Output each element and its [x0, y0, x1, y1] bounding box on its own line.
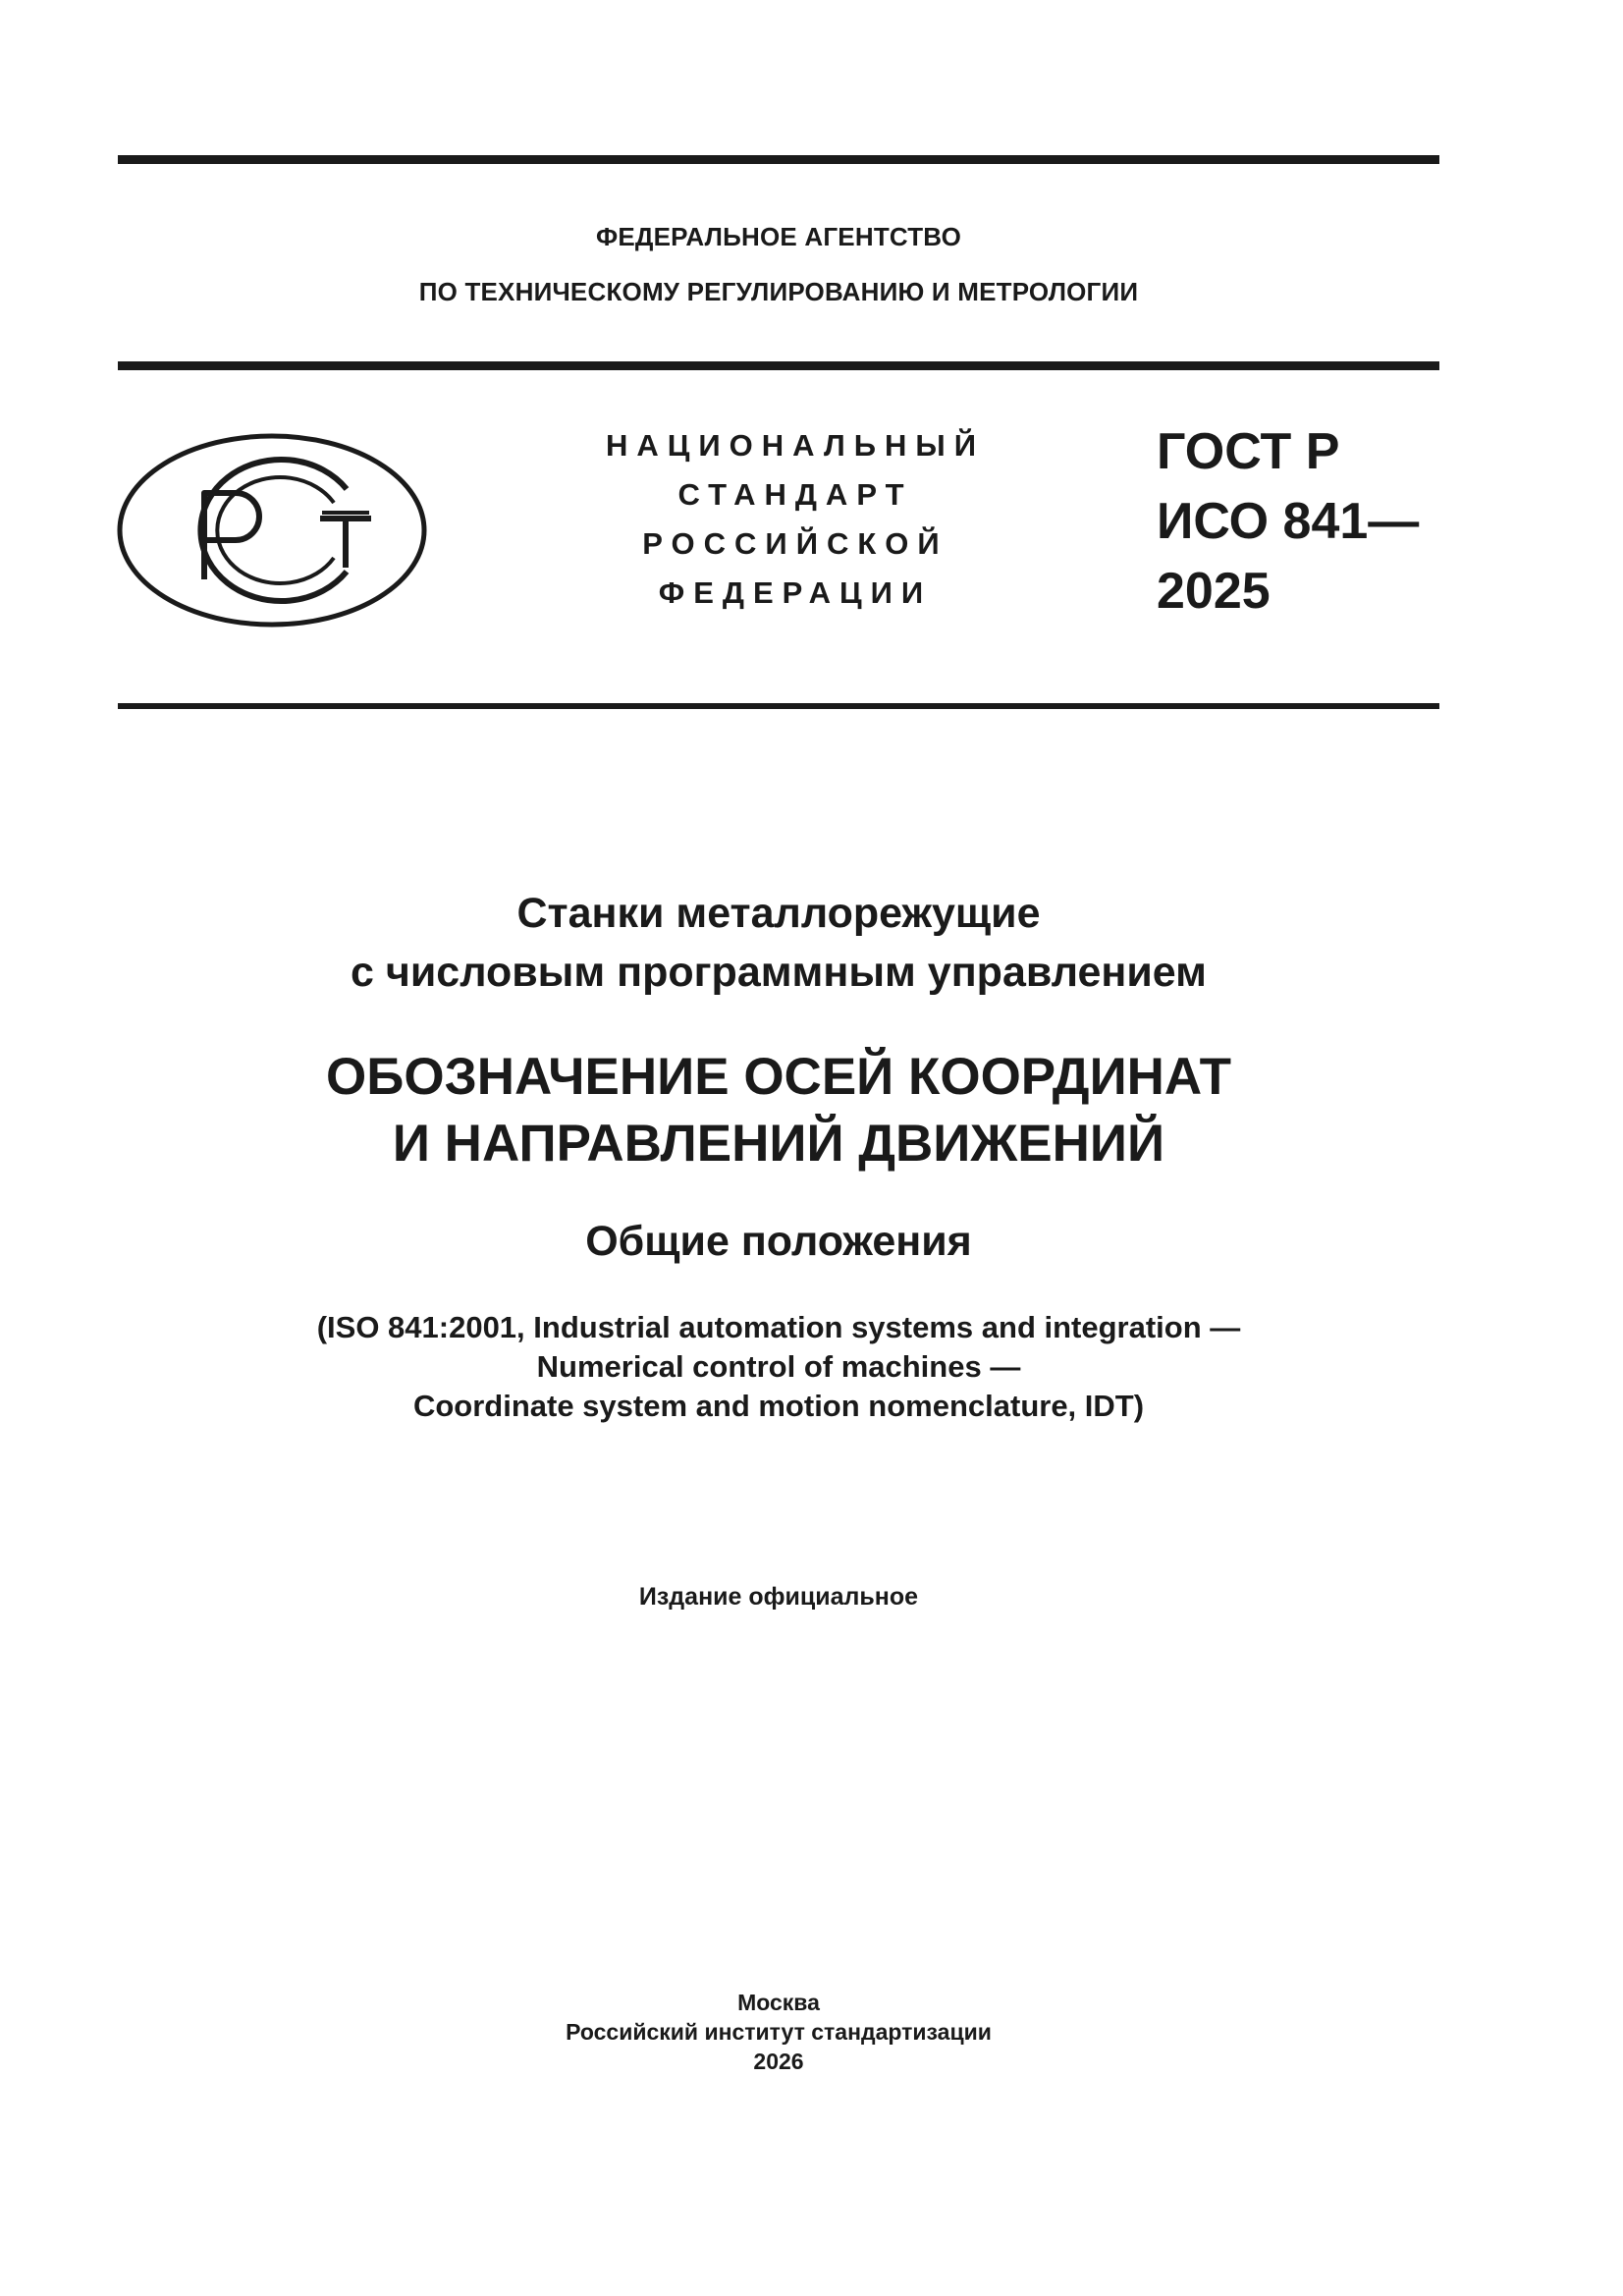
- title-subtitle-line2: с числовым программным управлением: [351, 949, 1207, 996]
- standard-designation-line3: 2025: [1157, 563, 1271, 620]
- title-subtitle-line1: Станки металлорежущие: [516, 890, 1041, 937]
- header-bottom-rule: [118, 361, 1439, 370]
- agency-name-line2: ПО ТЕХНИЧЕСКОМУ РЕГУЛИРОВАНИЮ И МЕТРОЛОГИИ: [418, 277, 1139, 306]
- standard-designation-line2: ИСО 841—: [1157, 493, 1420, 550]
- publisher-city: Москва: [737, 1990, 820, 2015]
- standard-type-line2: СТАНДАРТ: [677, 477, 913, 512]
- agency-name-line1: ФЕДЕРАЛЬНОЕ АГЕНТСТВО: [595, 222, 962, 251]
- standard-type-line4: ФЕДЕРАЦИИ: [658, 575, 933, 610]
- designation-bottom-rule: [118, 703, 1439, 709]
- publisher-institute: Российский институт стандартизации: [566, 2019, 992, 2045]
- rst-conformity-mark-icon: [116, 432, 428, 629]
- title-main-line1: ОБОЗНАЧЕНИЕ ОСЕЙ КООРДИНАТ: [326, 1048, 1231, 1106]
- iso-reference-line2: Numerical control of machines —: [536, 1349, 1021, 1384]
- standard-designation-line1: ГОСТ Р: [1157, 423, 1340, 480]
- standard-type-line3: РОССИЙСКОЙ: [642, 526, 948, 561]
- title-general: Общие положения: [585, 1218, 972, 1265]
- top-rule: [118, 155, 1439, 164]
- edition-label: Издание официальное: [638, 1583, 919, 1611]
- iso-reference-line3: Coordinate system and motion nomenclature, IDT): [412, 1389, 1145, 1423]
- iso-reference-line1: (ISO 841:2001, Industrial automation systems and integration —: [316, 1310, 1241, 1344]
- publisher-year: 2026: [753, 2049, 804, 2074]
- title-main-line2: И НАПРАВЛЕНИЙ ДВИЖЕНИЙ: [392, 1115, 1165, 1173]
- standard-type-line1: НАЦИОНАЛЬНЫЙ: [605, 428, 986, 463]
